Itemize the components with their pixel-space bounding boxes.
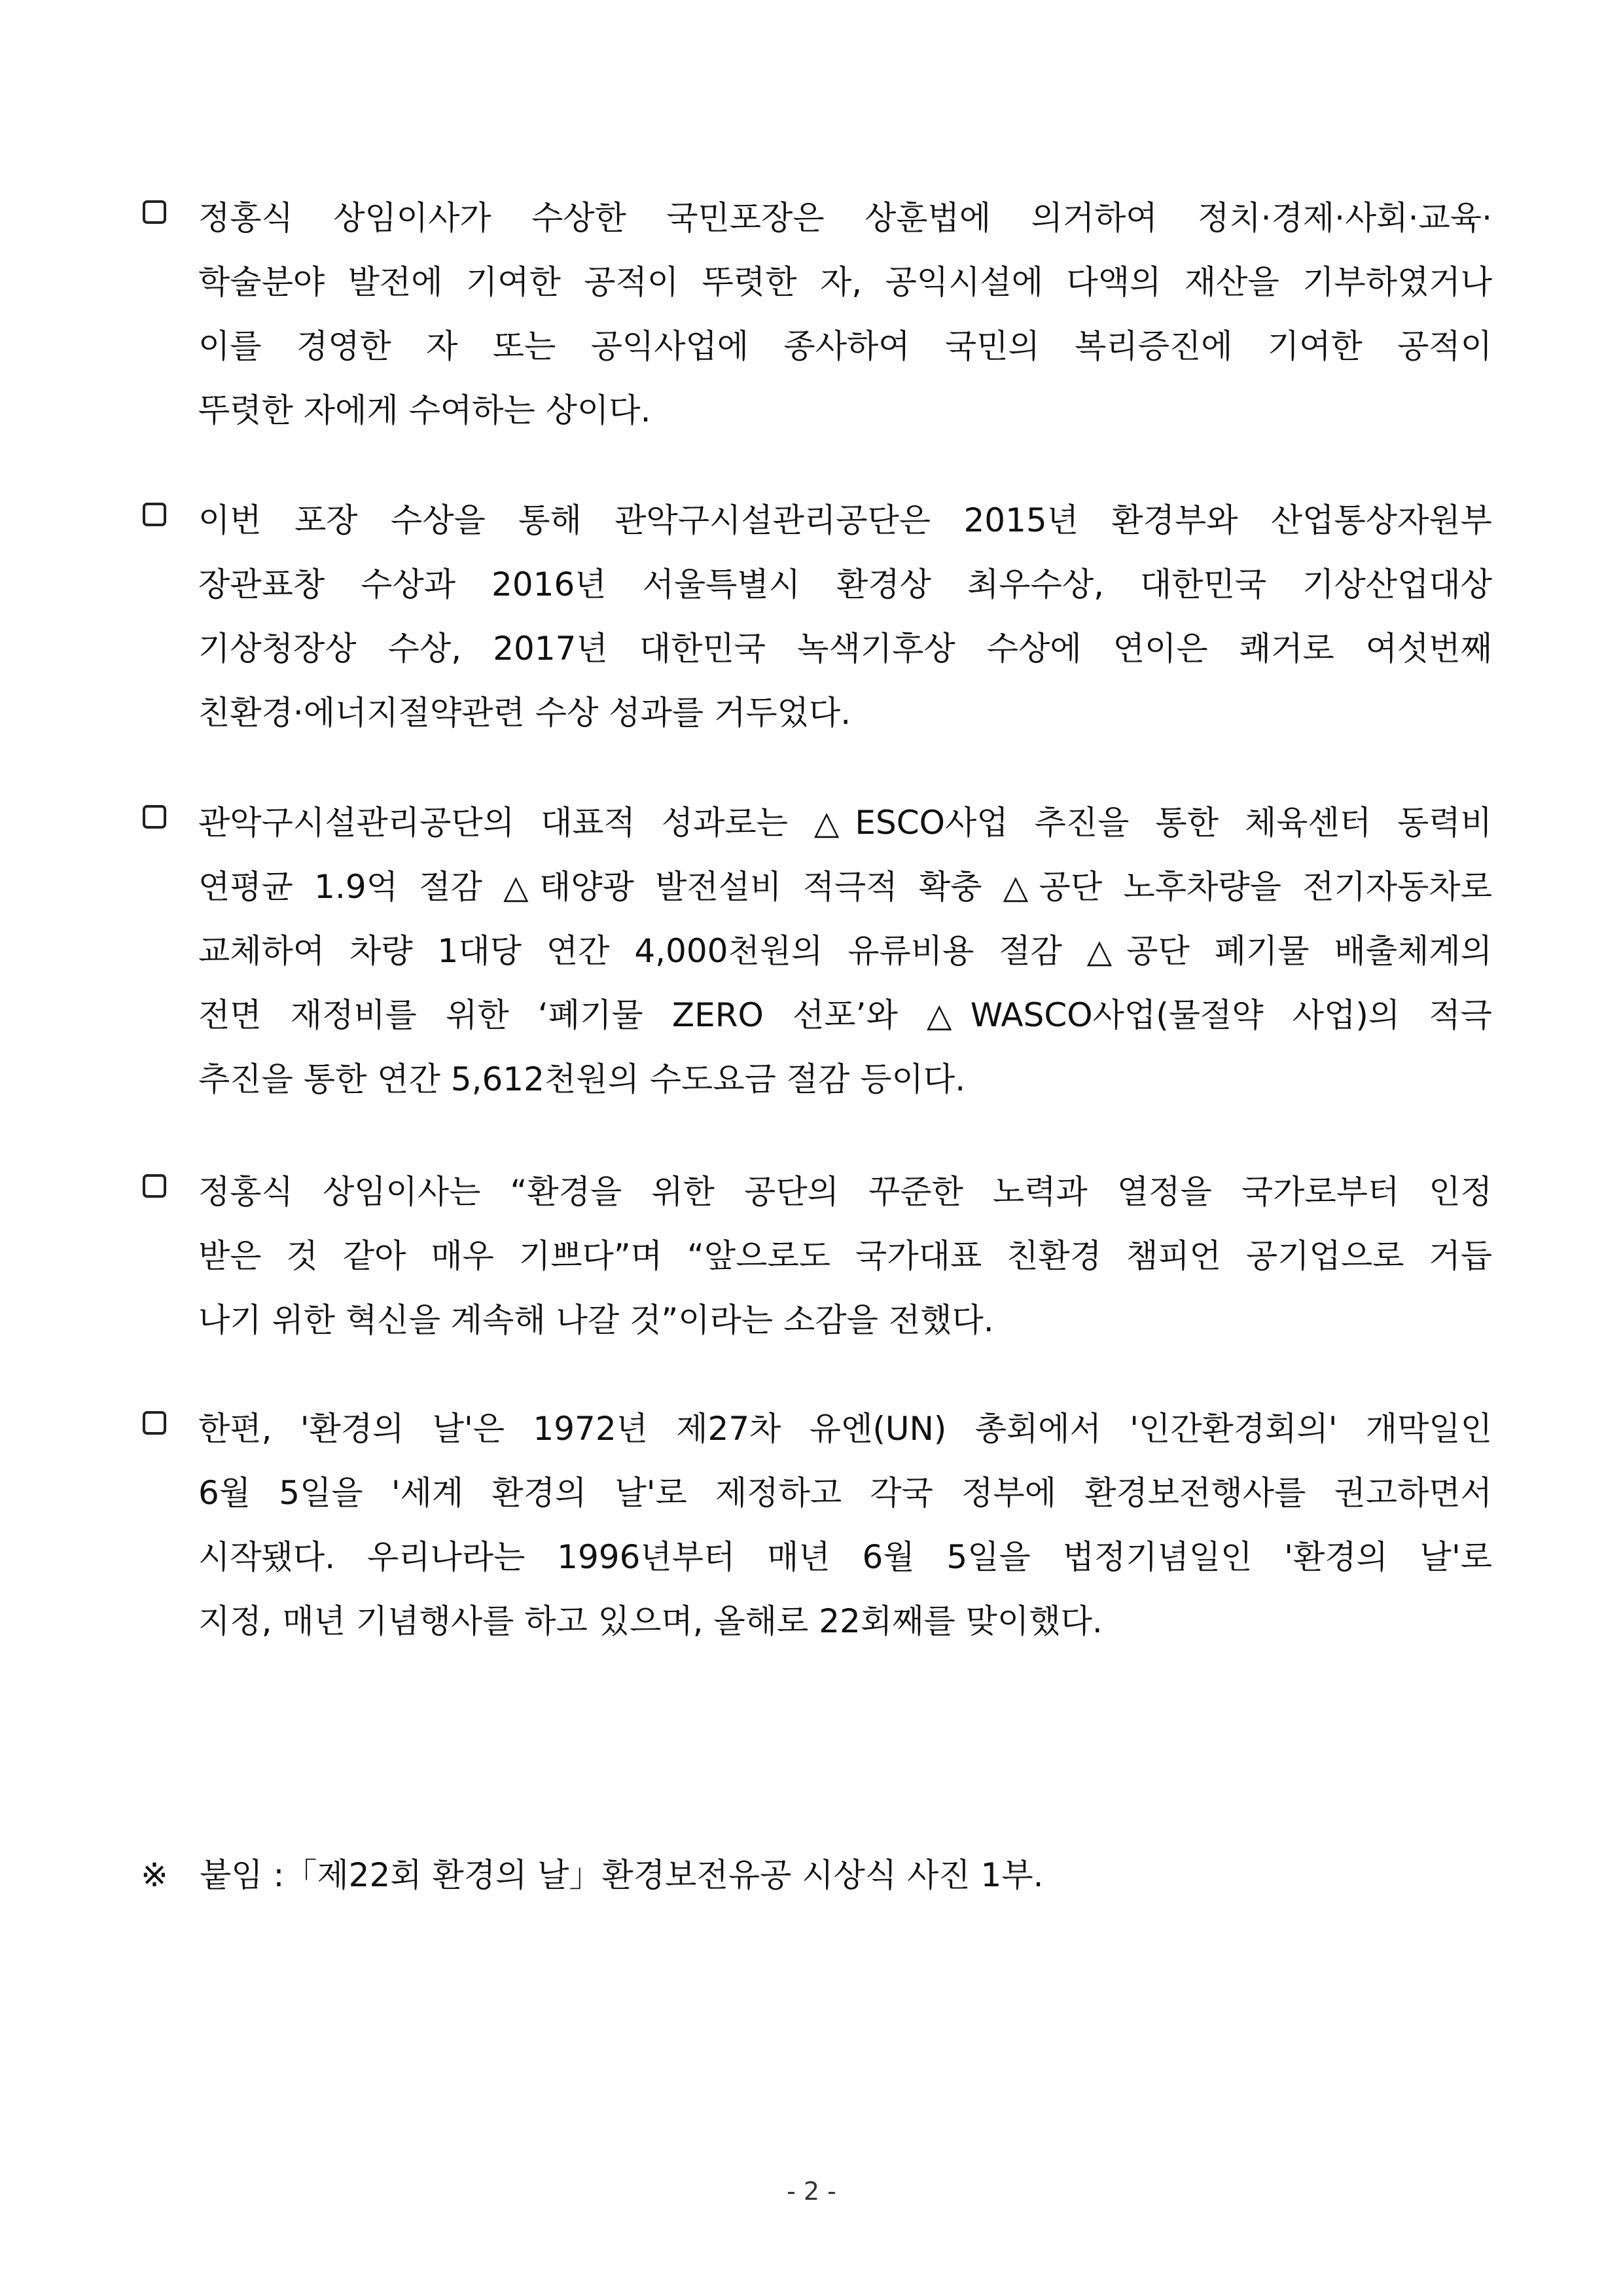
paragraph-line: 한편, '환경의 날'은 1972년 제27차 유엔(UN) 총회에서 '인간환경회의' 개막일인 [198,1410,1492,1448]
paragraph-line: 받은 것 같아 매우 기쁘다”며 “앞으로도 국가대표 친환경 챔피언 공기업으로 거듭 [198,1237,1492,1275]
paragraph-line: 교체하여 차량 1대당 연간 4,000천원의 유류비용 절감 △공단 폐기물 배출체계의 [198,932,1492,970]
checkbox-bullet-icon [143,1174,166,1198]
paragraph-line: 장관표창 수상과 2016년 서울특별시 환경상 최우수상, 대한민국 기상산업대상 [198,565,1492,603]
paragraph-line: 전면 재정비를 위한 ‘폐기물 ZERO 선포’와 △WASCO사업(물절약 사업)의 적극 [198,996,1492,1034]
reference-mark: ※ [141,1856,168,1894]
paragraph-text [198,488,1492,745]
paragraph-text [198,1397,1492,1653]
paragraph-line: 정홍식 상임이사가 수상한 국민포장은 상훈법에 의거하여 정치·경제·사회·교육· [198,199,1492,237]
paragraph-line: 학술분야 발전에 기여한 공적이 뚜렷한 자, 공익시설에 다액의 재산을 기부하였거나 [198,263,1492,301]
paragraph-line: 관악구시설관리공단의 대표적 성과로는 △ESCO사업 추진을 통한 체육센터 동력비 [198,804,1492,842]
paragraph-text [198,1160,1492,1352]
paragraph-text [198,186,1492,442]
paragraph-line: 시작됐다. 우리나라는 1996년부터 매년 6월 5일을 법정기념일인 '환경의 날'로 [198,1538,1492,1576]
paragraph-line: 이를 경영한 자 또는 공익사업에 종사하여 국민의 복리증진에 기여한 공적이 [198,327,1492,365]
checkbox-bullet-icon [143,200,166,224]
paragraph-line: 나기 위한 혁신을 계속해 나갈 것”이라는 소감을 전했다. [198,1301,994,1339]
attachment-text: 붙임 :「제22회 환경의 날」환경보전유공 시상식 사진 1부. [200,1856,1044,1894]
paragraph-line: 연평균 1.9억 절감 △태양광 발전설비 적극적 확충 △공단 노후차량을 전기자동차로 [198,868,1492,906]
checkbox-bullet-icon [143,805,166,829]
paragraph-text [198,791,1492,1111]
checkbox-bullet-icon [143,1411,166,1435]
paragraph-line: 정홍식 상임이사는 “환경을 위한 공단의 꾸준한 노력과 열정을 국가로부터 인정 [198,1173,1492,1211]
paragraph-line: 6월 5일을 '세계 환경의 날'로 제정하고 각국 정부에 환경보전행사를 권고하면서 [198,1474,1492,1512]
paragraph-line: 뚜렷한 자에게 수여하는 상이다. [198,391,651,429]
attachment-note [141,1843,1044,1907]
paragraph-line: 추진을 통한 연간 5,612천원의 수도요금 절감 등이다. [198,1060,966,1098]
checkbox-bullet-icon [143,503,166,526]
paragraph-line: 친환경·에너지절약관련 수상 성과를 거두었다. [198,694,851,732]
paragraph-line: 이번 포장 수상을 통해 관악구시설관리공단은 2015년 환경부와 산업통상자원부 [198,501,1492,539]
paragraph-line: 지정, 매년 기념행사를 하고 있으며, 올해로 22회째를 맞이했다. [198,1602,1103,1640]
page-number: - 2 - [787,2177,836,2206]
paragraph-line: 기상청장상 수상, 2017년 대한민국 녹색기후상 수상에 연이은 쾌거로 여섯번째 [198,630,1492,668]
